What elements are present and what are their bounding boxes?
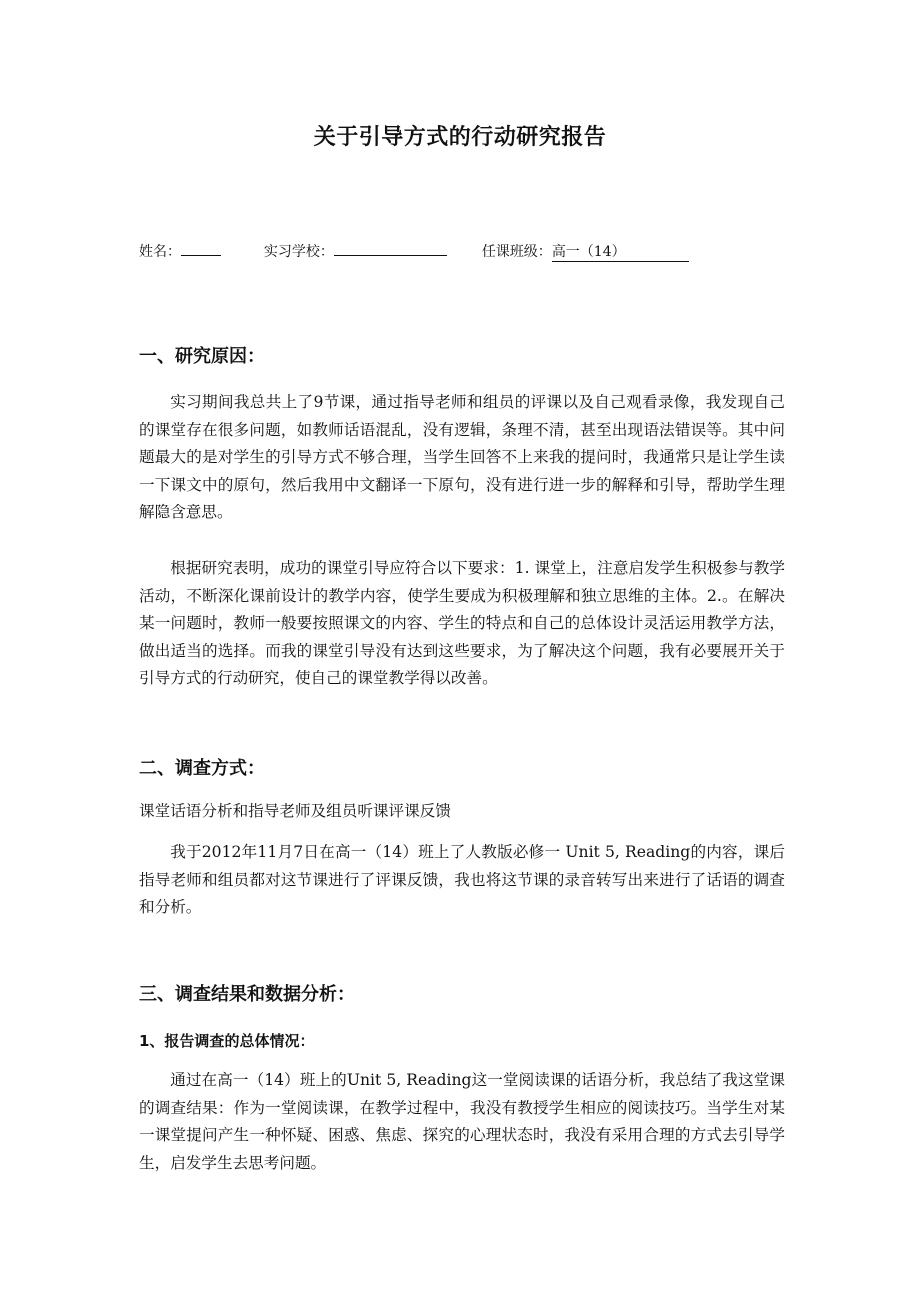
section-subheading: 1、报告调查的总体情况： bbox=[139, 1032, 315, 1050]
document-title: 关于引导方式的行动研究报告 bbox=[313, 125, 607, 150]
method-text: 课堂话语分析和指导老师及组员听课评课反馈 bbox=[139, 802, 451, 820]
school-blank bbox=[334, 241, 447, 256]
paragraph: 我于2012年11月7日在高一（14）班上了人教版必修一 Unit 5, Reading的内容，课后指导老师和组员都对这节课进行了评课反馈，我也将这节课的录音转写出来进行了话语的调查和分析。 bbox=[139, 843, 785, 917]
class-value: 高一（14） bbox=[552, 241, 689, 262]
name-label: 姓名： bbox=[139, 244, 181, 260]
section-heading: 二、调查方式： bbox=[139, 758, 265, 779]
section-heading: 一、研究原因： bbox=[139, 346, 265, 367]
info-row bbox=[139, 241, 689, 262]
class-label: 任课班级： bbox=[481, 244, 552, 260]
paragraph: 根据研究表明，成功的课堂引导应符合以下要求：1. 课堂上，注意启发学生积极参与教学活动，不断深化课前设计的教学内容，使学生要成为积极理解和独立思维的主体。2.。在解决某一问题时，教师一般要按照课文的内容、学生的特点和自己的总体设计灵活运用教学方法，做出适当的选择。而我的课堂引导没有达到这些要求，为了解决这个问题，我有必要展开关于引导方式的行动研究，使自己的课堂教学得以改善。 bbox=[139, 559, 785, 688]
school-label: 实习学校： bbox=[263, 244, 334, 260]
paragraph: 实习期间我总共上了9节课，通过指导老师和组员的评课以及自己观看录像，我发现自己的课堂存在很多问题，如教师话语混乱，没有逻辑，条理不清，甚至出现语法错误等。其中问题最大的是对学生的引导方式不够合理，当学生回答不上来我的提问时，我通常只是让学生读一下课文中的原句，然后我用中文翻译一下原句，没有进行进一步的解释和引导，帮助学生理解隐含意思。 bbox=[139, 393, 785, 522]
name-blank bbox=[181, 241, 221, 256]
paragraph: 通过在高一（14）班上的Unit 5, Reading这一堂阅读课的话语分析，我总结了我这堂课的调查结果：作为一堂阅读课，在教学过程中，我没有教授学生相应的阅读技巧。当学生对某一课堂提问产生一种怀疑、困惑、焦虑、探究的心理状态时，我没有采用合理的方式去引导学生，启发学生去思考问题。 bbox=[139, 1071, 785, 1172]
section-heading: 三、调查结果和数据分析： bbox=[139, 984, 355, 1005]
